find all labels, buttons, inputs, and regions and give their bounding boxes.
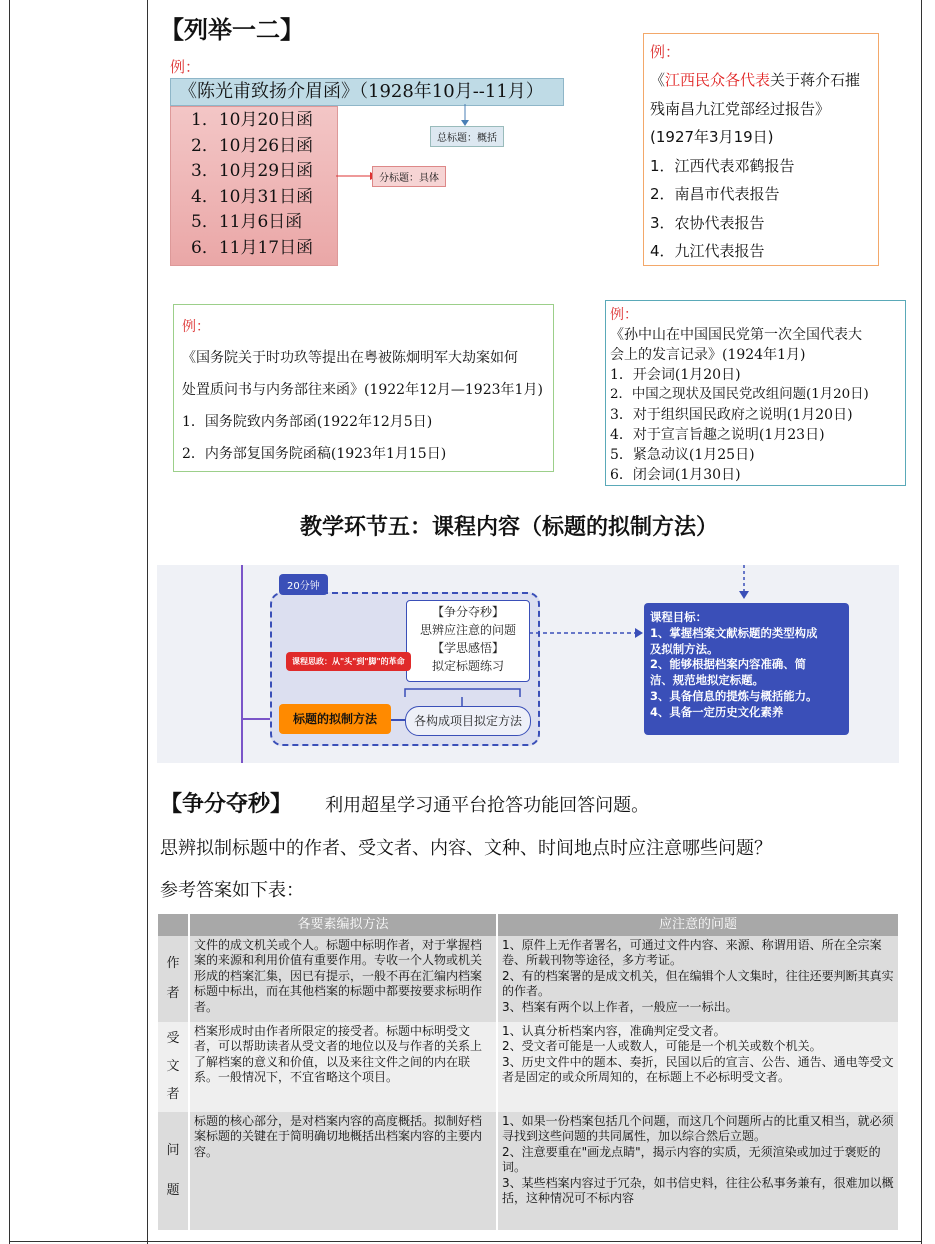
letter-item: 3．10月29日函	[191, 161, 314, 181]
letter-item: 1．10月20日函	[191, 110, 314, 130]
example-box-sunzhongshan	[605, 300, 906, 486]
frame-bottom-border	[9, 1241, 922, 1242]
list-item: 2．内务部复国务院函稿(1923年1月15日)	[182, 446, 447, 462]
title-method-label: 标题的拟制方法	[279, 704, 391, 734]
goal-line: 4、具备一定历史文化素养	[650, 704, 784, 719]
box-date: (1927年3月19日)	[650, 128, 774, 146]
top-dashed-arrow	[737, 565, 751, 599]
answer-intro: 参考答案如下表：	[160, 880, 304, 901]
frame-column-divider	[147, 0, 148, 1244]
course-goal-box	[644, 603, 849, 735]
table-header-row	[158, 914, 898, 936]
activity-box	[406, 600, 530, 682]
list-item: 4．九江代表报告	[650, 242, 765, 260]
example-label: 例：	[650, 43, 681, 61]
sub-title-tag: 分标题：具体	[372, 166, 446, 187]
activity-line: 【学思感悟】	[431, 641, 504, 655]
list-item: 1．江西代表邓鹤报告	[650, 156, 795, 175]
goal-line: 课程目标：	[650, 610, 707, 624]
table-row	[158, 936, 898, 1022]
letter-item: 4．10月31日函	[191, 186, 314, 207]
goal-line: 及拟制方法。	[650, 641, 719, 656]
section-title: 【列举一二】	[160, 15, 304, 44]
table-row	[158, 1022, 898, 1112]
frame-right-border	[921, 0, 922, 1244]
race-description: 利用超星学习通平台抢答功能回答问题。	[325, 795, 650, 816]
goal-line: 3、具备信息的提炼与概括能力。	[650, 688, 818, 703]
main-title-tag: 总标题：概括	[430, 126, 504, 147]
activity-line: 思辨应注意的问题	[419, 623, 516, 637]
race-question: 思辨拟制标题中的作者、受文者、内容、文种、时间地点时应注意哪些问题？	[160, 838, 772, 859]
box-title-line1: 《江西民众各代表关于蒋介石摧	[650, 71, 861, 89]
example-box-jiangxi	[643, 33, 879, 266]
box-title-line2: 处置质问书与内务部往来函》(1922年12月—1923年1月)	[182, 382, 543, 398]
ideology-tag: 课程思政：从"头"到"脚"的革命	[286, 652, 411, 671]
list-item: 3．农协代表报告	[650, 213, 765, 232]
goal-dashed-arrow	[529, 627, 645, 639]
box-title-line1: 《国务院关于时功玖等提出在粤被陈炯明军大劫案如何	[182, 350, 518, 366]
link-line	[391, 719, 405, 721]
race-section	[160, 787, 649, 818]
table-header-cell	[158, 914, 189, 936]
example-box-guowuyuan	[173, 304, 554, 472]
list-item: 5．紧急动议(1月25日)	[610, 447, 755, 463]
letter-item: 6．11月17日函	[191, 237, 314, 258]
example-label: 例：	[170, 58, 201, 76]
list-item: 1．国务院致内务部函(1922年12月5日)	[182, 414, 433, 430]
example-label: 例：	[182, 319, 210, 335]
activity-line: 【争分夺秒】	[431, 605, 504, 619]
list-item: 6．闭会词(1月30日)	[610, 467, 741, 483]
letter-collection-title: 《陈光甫致扬介眉函》（1928年10月--11月）	[170, 78, 564, 106]
example-label: 例：	[610, 307, 638, 323]
time-tag: 20分钟	[279, 574, 328, 595]
list-item: 2．中国之现状及国民党改组问题(1月20日)	[610, 387, 869, 402]
table-row	[158, 1112, 898, 1230]
goal-line: 2、能够根据档案内容准确、简	[650, 657, 807, 672]
box-title-line2: 残南昌九江党部经过报告》	[650, 99, 831, 118]
box-title-line1: 《孙中山在中国国民党第一次全国代表大	[610, 327, 862, 343]
method-cell: 标题的核心部分，是对档案内容的高度概括。拟制好档案标题的关键在于简明确切地概括出档案内容的主要内容。	[189, 1112, 497, 1230]
list-item: 2．南昌市代表报告	[650, 185, 780, 203]
list-item: 3．对于组织国民政府之说明(1月20日)	[610, 407, 853, 423]
row-head-issue: 问 题	[158, 1112, 189, 1230]
method-cell: 文件的成文机关或个人。标题中标明作者，对于掌握档案的来源和利用价值有重要作用。专收一个人物或机关形成的档案汇集，因已有提示，一般不再在汇编内档案标题中标出，而在其他档案的标题中都要按要求标明作者。	[189, 936, 497, 1022]
list-item: 4．对于宣言旨趣之说明(1月23日)	[610, 427, 825, 443]
lesson-section-title: 教学环节五：课程内容（标题的拟制方法）	[300, 514, 719, 540]
method-cell: 档案形成时由作者所限定的接受者。标题中标明受文者，可以帮助读者从受文者的地位以及与作者的关系上了解档案的意义和价值，以及来往文件之间的内在联系。一般情况下，不宜省略这个项目。	[189, 1022, 497, 1112]
lesson-diagram	[157, 565, 899, 763]
frame-left-border	[9, 0, 10, 1244]
goal-line: 1、掌握档案文献标题的类型构成	[650, 625, 818, 640]
race-title: 【争分夺秒】	[160, 791, 293, 817]
list-item: 1．开会词(1月20日)	[610, 367, 741, 383]
notes-cell: 1、原件上无作者署名，可通过文件内容、来源、称谓用语、所在全宗案卷、所载刊物等途径，多方考证。 2、有的档案署的是成文机关，但在编辑个人文集时，往往还要判断其真实的作者。 3、档案有两个以上作者，一般应一一标出。	[497, 936, 898, 1022]
notes-cell: 1、认真分析档案内容，准确判定受文者。 2、受文者可能是一人或数人，可能是一个机关或数个机关。 3、历史文件中的题本、奏折，民国以后的宣言、公告、通告、通电等受文者是固定的或众所周知的，在标题上不必标明受文者。	[497, 1022, 898, 1112]
letter-item: 5．11月6日函	[191, 212, 303, 232]
activity-line: 拟定标题练习	[431, 659, 504, 673]
method-label: 各构成项目拟定方法	[405, 706, 531, 736]
table-header-cell: 应注意的问题	[497, 914, 898, 936]
reference-answer-table	[158, 914, 898, 1230]
notes-cell: 1、如果一份档案包括几个问题，而这几个问题所占的比重又相当，就必须寻找到这些问题的共同属性，加以综合然后立题。 2、注意要重在"画龙点睛"，揭示内容的实质，无须渲染或加过于褒贬的词。 3、某些档案内容过于冗杂，如书信史料，往往公私事务兼有，很难加以概括，这种情况可不标内容	[497, 1112, 898, 1230]
table-header-cell: 各要素编拟方法	[189, 914, 497, 936]
title-down-arrow	[460, 104, 470, 128]
letter-item: 2．10月26日函	[191, 135, 314, 156]
box-title-line2: 会上的发言记录》(1924年1月)	[610, 347, 806, 363]
row-head-recipient: 受 文 者	[158, 1022, 189, 1112]
letter-list	[170, 106, 338, 266]
row-head-author: 作 者	[158, 936, 189, 1022]
timeline-bar	[241, 565, 243, 763]
goal-line: 洁、规范地拟定标题。	[650, 673, 764, 688]
